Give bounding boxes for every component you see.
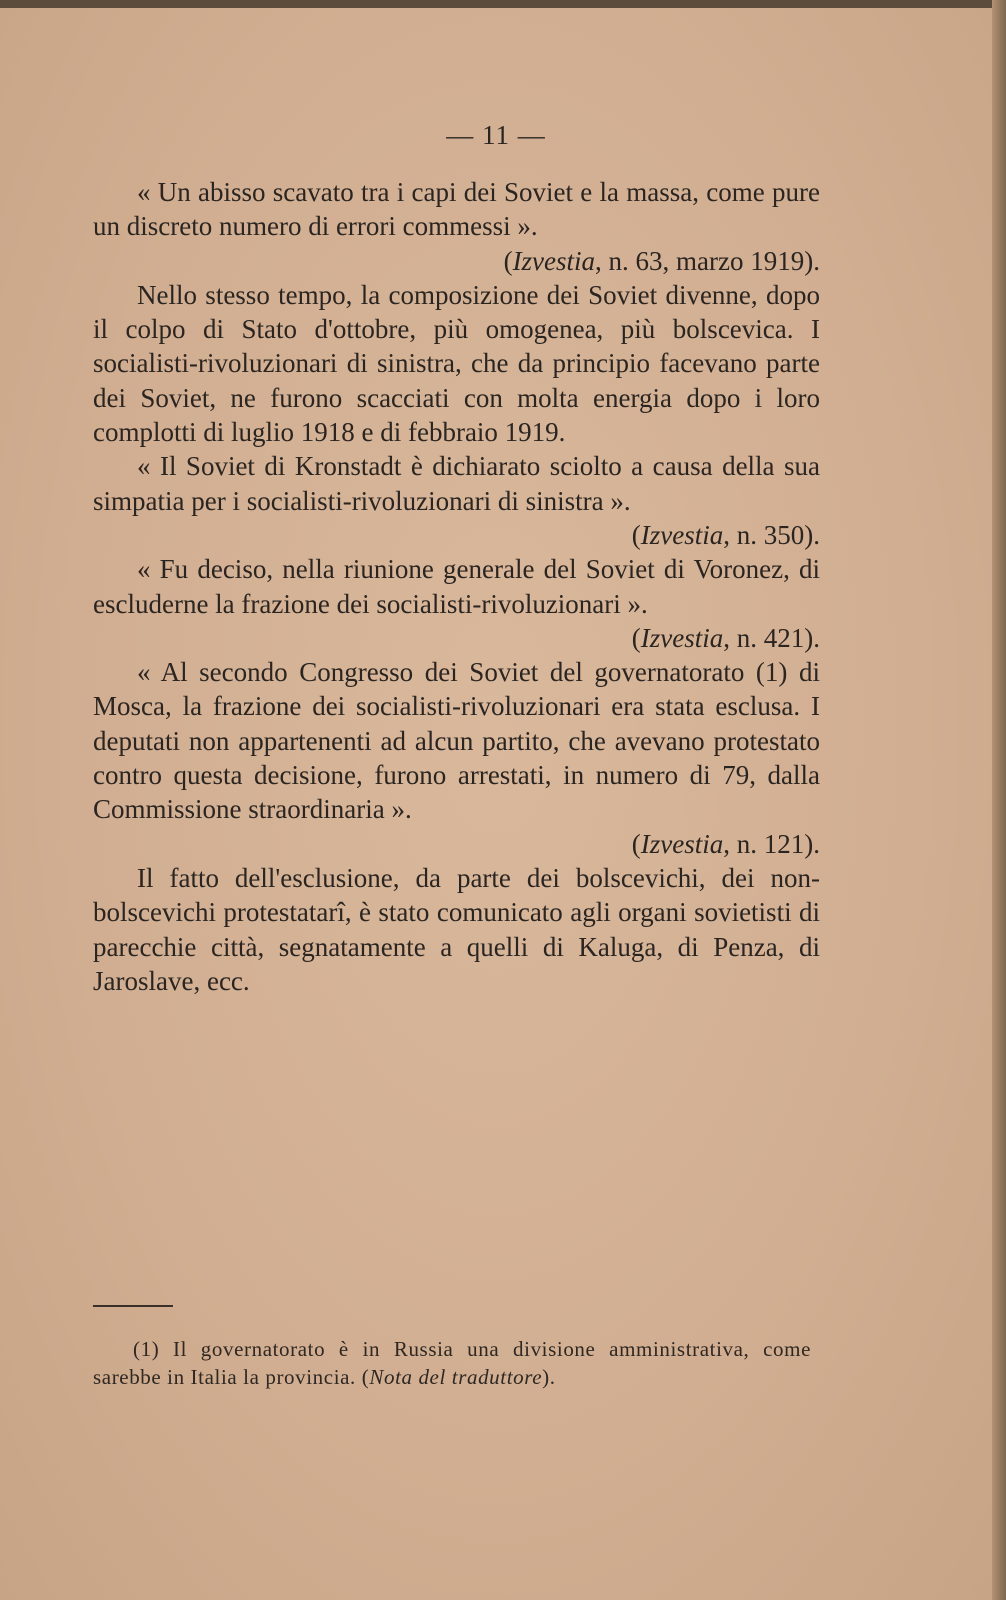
citation: (Izvestia, n. 350). bbox=[631, 519, 820, 550]
quote-paragraph: « Il Soviet di Kronstadt è dichiarato sciolto a causa della sua simpatia per i socialisti-rivoluzionari di sinistra ». bbox=[93, 451, 820, 516]
footnote bbox=[93, 1335, 811, 1391]
citation-detail: , n. 121). bbox=[723, 828, 820, 859]
page-body bbox=[93, 175, 820, 998]
citation: (Izvestia, n. 121). bbox=[631, 828, 820, 859]
footnote-end: ). bbox=[542, 1365, 556, 1389]
citation: (Izvestia, n. 421). bbox=[631, 622, 820, 653]
footnote-text: (1) Il governatorato è in Russia una divisione amministrativa, come sarebbe in Italia la provincia. ( bbox=[93, 1337, 811, 1389]
citation-detail: , n. 350). bbox=[723, 519, 820, 550]
citation-detail: , n. 421). bbox=[723, 622, 820, 653]
citation-source: Izvestia bbox=[640, 622, 724, 653]
citation-detail: , n. 63, marzo 1919). bbox=[595, 245, 820, 276]
citation-source: Izvestia bbox=[640, 519, 724, 550]
citation-source: Izvestia bbox=[640, 828, 724, 859]
page-edge bbox=[992, 0, 1006, 1600]
page-number: — 11 — bbox=[446, 120, 546, 150]
quote-paragraph: « Fu deciso, nella riunione generale del Soviet di Voronez, di escluderne la frazione dei socialisti-rivoluzionari ». bbox=[93, 554, 820, 619]
footnote-rule bbox=[93, 1305, 173, 1307]
body-paragraph: Nello stesso tempo, la composizione dei Soviet divenne, dopo il colpo di Stato d'ottobre, più omogenea, più bolscevica. I socialisti-rivoluzionari di sinistra, che da principio facevano parte dei Soviet, ne furono scacciati con molta energia dopo i loro complotti di luglio 1918 e di febbraio 1919. bbox=[93, 279, 820, 448]
quote-paragraph: « Al secondo Congresso dei Soviet del governatorato (1) di Mosca, la frazione dei socialisti-rivoluzionari era stata esclusa. I deputati non appartenenti ad alcun partito, che avevano protestato contro questa decisione, furono arrestati, in numero di 79, dalla Commissione straordinaria ». bbox=[93, 657, 820, 825]
quote-paragraph: « Un abisso scavato tra i capi dei Soviet e la massa, come pure un discreto numero di errori commessi ». bbox=[93, 177, 820, 242]
citation: (Izvestia, n. 63, marzo 1919). bbox=[503, 245, 820, 276]
book-page bbox=[0, 8, 992, 1600]
body-paragraph: Il fatto dell'esclusione, da parte dei bolscevichi, dei non-bolscevichi protestatarî, è stato comunicato agli organi sovietisti di parecchie città, segnatamente a quelli di Kaluga, di Penza, di Jaroslave, ecc. bbox=[93, 862, 820, 996]
citation-source: Izvestia bbox=[512, 245, 596, 276]
footnote-italic: Nota del traduttore bbox=[369, 1365, 543, 1389]
